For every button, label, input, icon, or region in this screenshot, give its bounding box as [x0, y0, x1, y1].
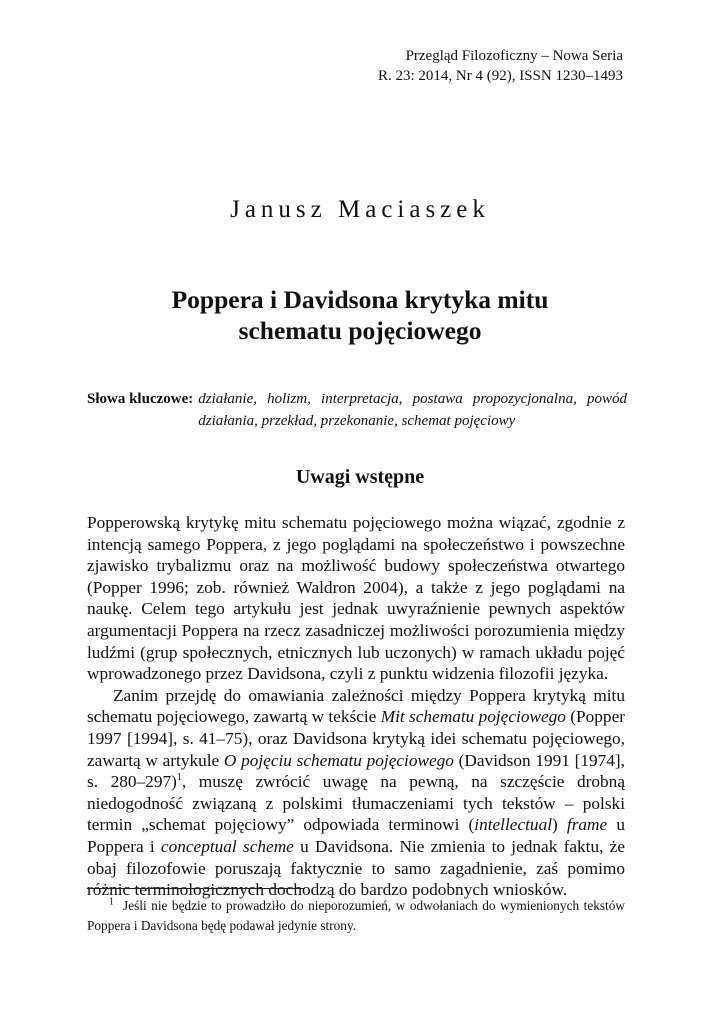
- journal-issue: R. 23: 2014, Nr 4 (92), ISSN 1230–1493: [377, 68, 623, 84]
- paragraph-1: Popperowską krytykę mitu schematu pojęciowego można wiązać, zgodnie z intencją samego Poppera, z jego poglądami na społeczeństwo i powszechne zjawisko trybalizmu oraz na możliwość budowy społeczeństwa otwartego (Popper 1996; zob. również Waldron 2004), a także z jego poglądami na naukę. Celem tego artykułu jest jednak uwyraźnienie pewnych aspektów argumentacji Poppera na rzecz zasadniczej możliwości porozumienia między ludźmi (grup społecznych, etnicznych lub uczonych) w ramach układu pojęć wprowadzonego przez Davidsona, czyli z punktu widzenia filozofii języka.: [87, 513, 625, 684]
- body-text: [87, 512, 625, 901]
- footnote: [87, 896, 625, 936]
- keywords-label: Słowa kluczowe:: [87, 391, 194, 407]
- paragraph-2: [87, 685, 625, 901]
- paragraph-2-text: (Popper 1997 [1994], s. 41–75), oraz Davidsona krytyką idei schematu pojęciowego, zawartą w artykule: [87, 707, 625, 770]
- paragraph-2-text: Zanim przejdę do omawiania zależności między Poppera krytyką mitu schematu pojęciowego, zawartą w tekście: [87, 685, 625, 727]
- italic-title-davidson: O pojęciu schematu pojęciowego: [223, 750, 454, 770]
- footnote-marker: 1: [109, 896, 114, 908]
- paragraph-2-text: u Poppera i: [87, 815, 625, 856]
- section-heading: Uwagi wstępne: [295, 466, 425, 488]
- paragraph-2-text: (Davidson 1991 [1974], s. 280–297): [87, 750, 625, 792]
- footnote-reference[interactable]: 1: [176, 772, 182, 784]
- keywords-block: [87, 388, 627, 432]
- title-line-1: Poppera i Davidsona krytyka mitu: [171, 285, 549, 314]
- footnote-text: Jeśli nie będzie to prowadziło do nieporozumień, w odwołaniach do wymienionych tekstów Poppera i Davidsona będę podawał jedynie strony.: [87, 898, 625, 933]
- italic-term: conceptual scheme: [160, 836, 294, 856]
- journal-name: Przegląd Filozoficzny – Nowa Seria: [405, 48, 623, 64]
- footnote-divider: [87, 888, 305, 889]
- paragraph-2-text: ): [552, 815, 567, 835]
- paragraph-2-text: u Davidsona. Nie zmienia to jednak faktu, że obaj filozofowie poruszają faktycznie to samo zagadnienie, zaś pomimo różnic terminologicznych dochodzą do bardzo podobnych wniosków.: [87, 836, 625, 900]
- article-title: [0, 284, 720, 346]
- author-name: Janusz Maciaszek: [230, 196, 490, 223]
- italic-term: intellectual: [474, 815, 553, 835]
- keywords-text: działanie, holizm, interpretacja, postawa propozycjonalna, powód działania, przekład, przekonanie, schemat pojęciowy: [198, 391, 627, 429]
- title-line-2: schematu pojęciowego: [238, 316, 482, 345]
- journal-header: [378, 46, 623, 86]
- italic-title-popper: Mit schematu pojęciowego: [380, 707, 566, 727]
- paragraph-2-text: , muszę zwrócić uwagę na pewną, na szczęście drobną niedogodność związaną z polskimi tłumaczeniami tych tekstów – polski termin „schemat pojęciowy” odpowiada terminowi (: [87, 772, 625, 835]
- italic-term: frame: [566, 815, 608, 835]
